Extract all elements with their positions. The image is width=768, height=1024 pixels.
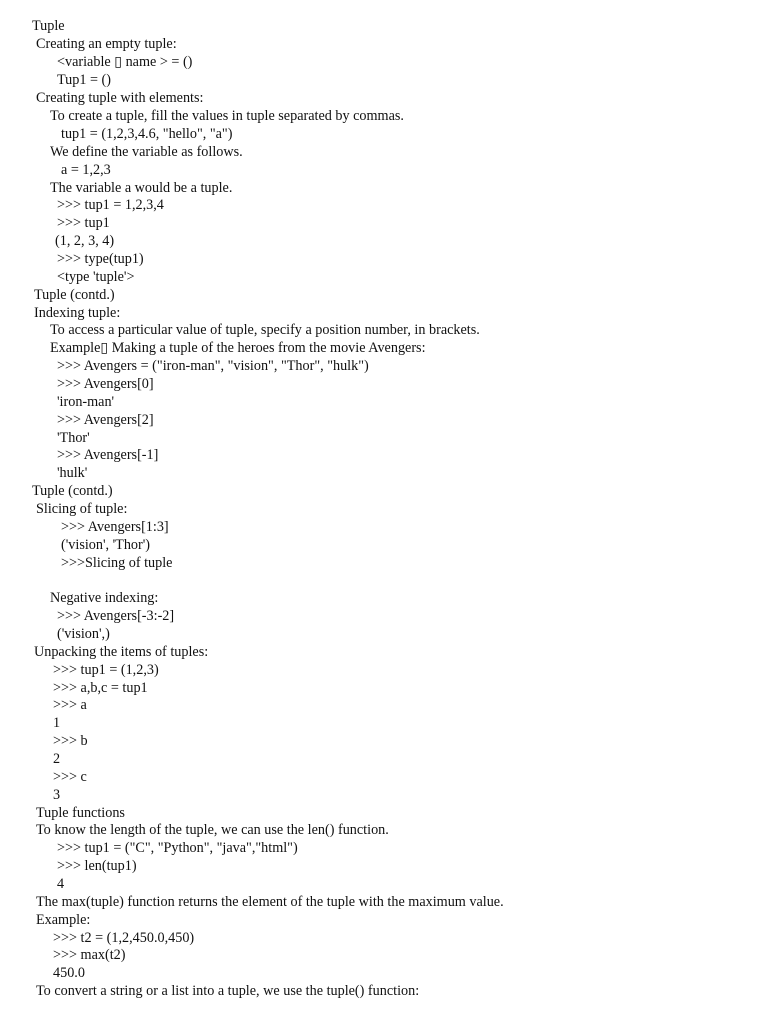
text-line: The max(tuple) function returns the element of the tuple with the maximum value.: [36, 894, 504, 910]
text-line: >>> tup1 = ("C", "Python", "java","html"): [57, 840, 298, 856]
text-line: 450.0: [53, 965, 85, 981]
text-line: <type 'tuple'>: [57, 269, 135, 285]
text-line: 1: [53, 715, 61, 731]
text-line: >>> Avengers = ("iron-man", "vision", "Thor", "hulk"): [57, 358, 369, 374]
text-line: To access a particular value of tuple, specify a position number, in brackets.: [50, 322, 480, 338]
text-line: 'hulk': [57, 465, 88, 481]
text-line: 4: [57, 876, 65, 892]
text-line: Example:: [36, 912, 91, 928]
text-line: >>> Avengers[-3:-2]: [57, 608, 175, 624]
text-line: >>> Avengers[0]: [57, 376, 154, 392]
text-line: 3: [53, 787, 61, 803]
text-line: We define the variable as follows.: [50, 144, 243, 160]
text-line: To convert a string or a list into a tuple, we use the tuple() function:: [36, 983, 420, 999]
text-line: a = 1,2,3: [61, 162, 111, 178]
text-line: >>> a: [53, 697, 87, 713]
text-line: ('vision', 'Thor'): [61, 537, 151, 553]
text-line: Slicing of tuple:: [36, 501, 128, 517]
text-line: >>> c: [53, 769, 87, 785]
text-line: >>> len(tup1): [57, 858, 137, 874]
text-line: >>> max(t2): [53, 947, 126, 963]
text-line: Indexing tuple:: [34, 305, 121, 321]
text-line: >>> t2 = (1,2,450.0,450): [53, 930, 195, 946]
text-line: >>> tup1 = (1,2,3): [53, 662, 159, 678]
text-line: Creating tuple with elements:: [36, 90, 204, 106]
text-line: tup1 = (1,2,3,4.6, "hello", "a"): [61, 126, 233, 142]
text-line: Negative indexing:: [50, 590, 159, 606]
text-line: Tuple functions: [36, 805, 125, 821]
text-line: >>>Slicing of tuple: [61, 555, 173, 571]
text-line: >>> Avengers[2]: [57, 412, 154, 428]
text-line: (1, 2, 3, 4): [55, 233, 115, 249]
text-line: 2: [53, 751, 61, 767]
text-line: Tuple: [32, 18, 65, 34]
text-line: Example▯ Making a tuple of the heroes from the movie Avengers:: [50, 340, 426, 356]
text-line: >>> tup1: [57, 215, 110, 231]
text-line: To create a tuple, fill the values in tuple separated by commas.: [50, 108, 404, 124]
text-line: Tuple (contd.): [34, 287, 115, 303]
text-line: 'Thor': [57, 430, 90, 446]
text-line: >>> type(tup1): [57, 251, 144, 267]
text-line: >>> Avengers[-1]: [57, 447, 159, 463]
text-line: <variable ▯ name > = (): [57, 54, 193, 70]
text-line: >>> a,b,c = tup1: [53, 680, 148, 696]
text-line: Tup1 = (): [57, 72, 111, 88]
text-line: >>> tup1 = 1,2,3,4: [57, 197, 164, 213]
text-line: Tuple (contd.): [32, 483, 113, 499]
text-line: The variable a would be a tuple.: [50, 180, 233, 196]
text-line: 'iron-man': [57, 394, 115, 410]
text-line: Unpacking the items of tuples:: [34, 644, 209, 660]
text-line: >>> b: [53, 733, 88, 749]
text-line: To know the length of the tuple, we can use the len() function.: [36, 822, 389, 838]
text-line: Creating an empty tuple:: [36, 36, 177, 52]
text-line: ('vision',): [57, 626, 110, 642]
text-line: >>> Avengers[1:3]: [61, 519, 169, 535]
